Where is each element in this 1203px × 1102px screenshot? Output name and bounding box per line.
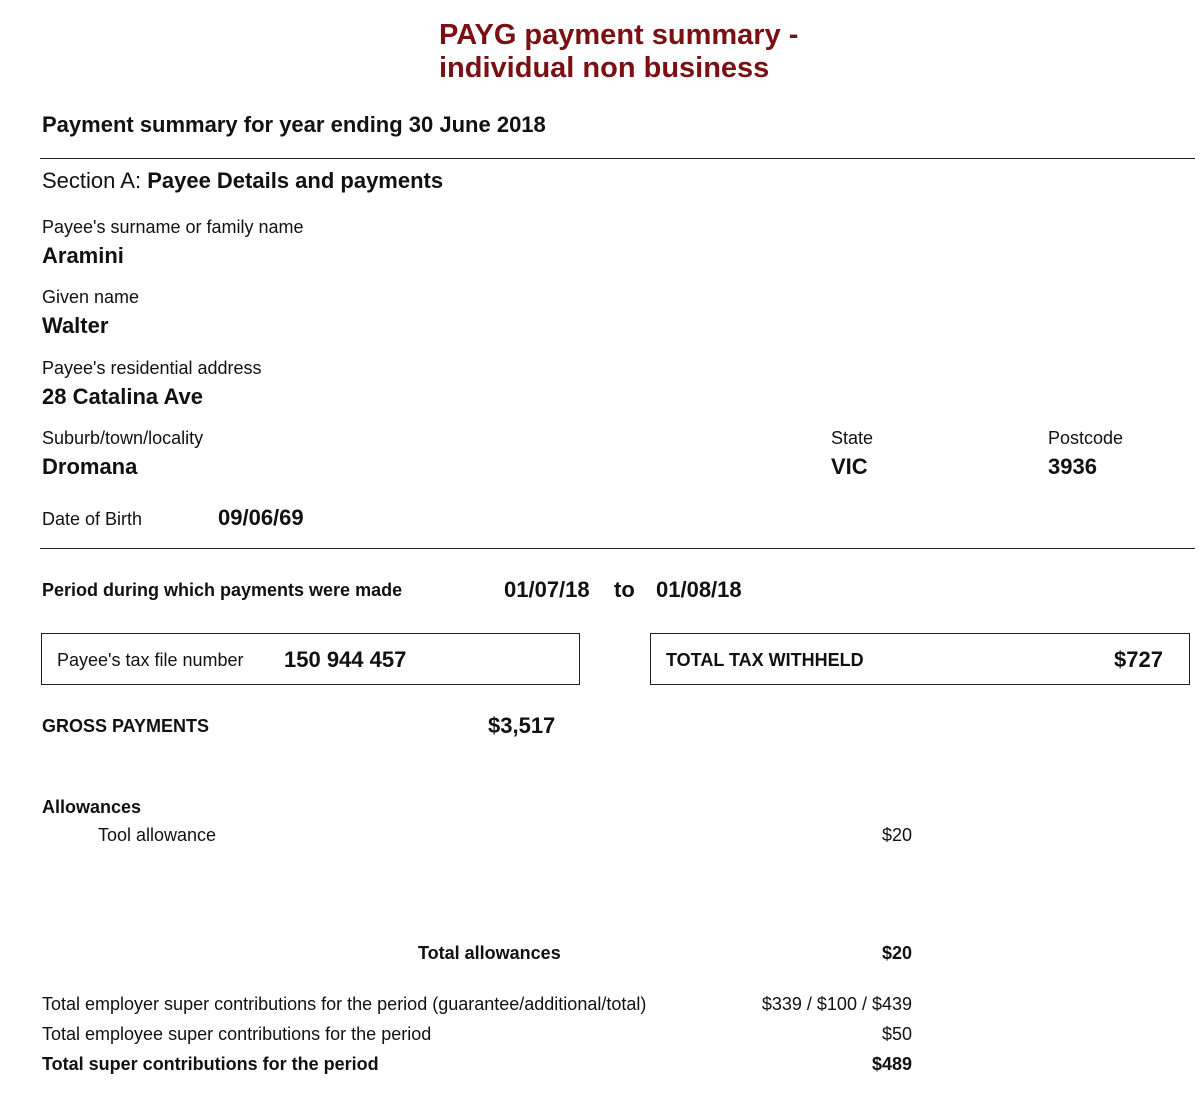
year-heading: Payment summary for year ending 30 June 2018 [42,112,546,137]
tax-withheld-box [650,633,1190,685]
surname-value: Aramini [42,243,124,268]
gross-payments-label: GROSS PAYMENTS [42,716,210,736]
state-value: VIC [831,454,868,479]
state-label: State [831,428,874,448]
document-title-line1: PAYG payment summary - [439,19,799,51]
divider-top [40,158,1195,159]
postcode-label: Postcode [1048,428,1124,448]
tax-withheld-value: $727 [1114,647,1163,672]
given-name-label: Given name [42,287,140,307]
total-super-value: $489 [871,1054,912,1074]
total-super-label: Total super contributions for the period [42,1054,379,1074]
tax-withheld-label: TOTAL TAX WITHHELD [666,650,864,670]
period-to: 01/08/18 [656,577,742,602]
period-from: 01/07/18 [504,577,590,602]
address-label: Payee's residential address [42,358,262,378]
period-label: Period during which payments were made [42,580,403,600]
address-value: 28 Catalina Ave [42,384,204,409]
allowance-item-label: Tool allowance [98,825,217,845]
allowances-heading: Allowances [42,797,142,817]
divider-middle [40,548,1195,549]
employer-super-label: Total employer super contributions for the period (guarantee/additional/total) [42,994,647,1014]
total-allowances-label: Total allowances [418,943,561,963]
employee-super-label: Total employee super contributions for the period [42,1024,432,1044]
surname-label: Payee's surname or family name [42,217,304,237]
section-a-title: Payee Details and payments [147,168,444,193]
postcode-value: 3936 [1048,454,1097,479]
suburb-label: Suburb/town/locality [42,428,204,448]
section-a-heading [42,168,443,194]
section-a-prefix: Section A: [42,168,148,193]
tfn-label: Payee's tax file number [57,650,244,670]
suburb-value: Dromana [42,454,138,479]
gross-payments-value: $3,517 [488,713,556,738]
tfn-box [41,633,580,685]
employer-super-value: $339 / $100 / $439 [761,994,912,1014]
allowance-item-value: $20 [881,825,912,845]
period-to-word: to [614,577,635,602]
tfn-value: 150 944 457 [284,647,407,672]
given-name-value: Walter [42,313,109,338]
dob-value: 09/06/69 [218,505,304,530]
employee-super-value: $50 [881,1024,912,1044]
total-allowances-value: $20 [881,943,912,963]
document-title-line2: individual non business [439,52,770,84]
dob-label: Date of Birth [42,509,143,529]
